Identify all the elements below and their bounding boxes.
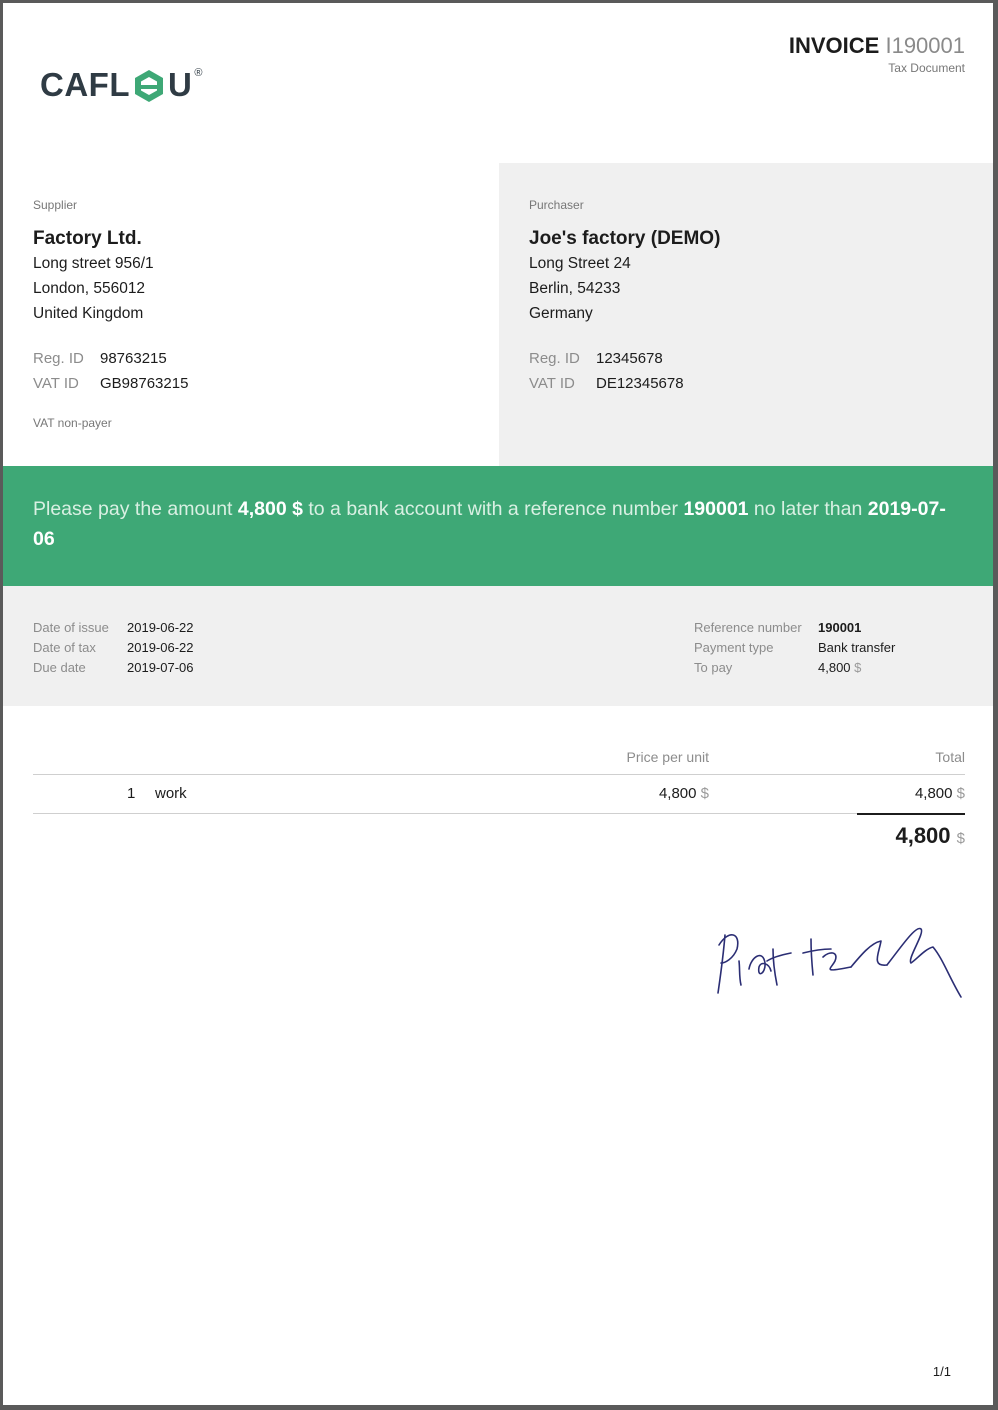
item-price xyxy=(659,785,709,802)
price-per-unit-header: Price per unit xyxy=(626,749,709,765)
reference-row xyxy=(694,618,895,638)
caflou-hexagon-icon xyxy=(131,68,167,104)
supplier-address-line: London, 556012 xyxy=(33,280,146,297)
reference-label: Reference number xyxy=(694,620,802,635)
purchaser-label: Purchaser xyxy=(529,198,584,212)
supplier-vat-row xyxy=(33,371,188,396)
document-type: Tax Document xyxy=(888,61,965,75)
to-pay-value xyxy=(818,658,861,678)
banner-amount: 4,800 $ xyxy=(237,498,303,520)
purchaser-block xyxy=(529,197,720,396)
banner-text: Please pay the amount xyxy=(33,498,238,520)
item-price-amount: 4,800 xyxy=(658,785,697,802)
dates-band xyxy=(3,586,993,706)
grand-total-currency: $ xyxy=(956,830,965,847)
invoice-page xyxy=(3,3,993,1405)
items-table xyxy=(33,743,965,848)
due-date-label: Due date xyxy=(33,660,86,675)
supplier-name: Factory Ltd. xyxy=(33,228,142,249)
supplier-block xyxy=(33,197,188,430)
purchaser-reg-value: 12345678 xyxy=(596,350,663,367)
supplier-address-line: United Kingdom xyxy=(33,305,144,322)
banner-text: to a bank account with a reference number xyxy=(302,498,684,520)
grand-total-divider xyxy=(857,813,965,815)
to-pay-currency: $ xyxy=(854,660,862,675)
invoice-number: I190001 xyxy=(885,33,965,58)
purchaser-vat-value: DE12345678 xyxy=(596,375,684,392)
table-header xyxy=(33,743,965,775)
issue-date-row xyxy=(33,618,194,638)
total-header: Total xyxy=(935,749,965,765)
reference-value: 190001 xyxy=(818,620,862,635)
table-row xyxy=(33,775,965,814)
to-pay-amount: 4,800 xyxy=(818,660,851,675)
supplier-reg-value: 98763215 xyxy=(100,350,167,367)
purchaser-name: Joe's factory (DEMO) xyxy=(529,228,721,249)
signature-image xyxy=(711,919,963,1003)
invoice-heading xyxy=(789,33,965,75)
payment-type-value: Bank transfer xyxy=(818,640,896,655)
item-total-amount: 4,800 xyxy=(914,785,953,802)
purchaser-reg-row xyxy=(529,346,720,371)
purchaser-address-line: Germany xyxy=(529,305,593,322)
purchaser-vat-row xyxy=(529,371,720,396)
item-quantity: 1 xyxy=(127,785,136,802)
company-logo xyxy=(40,65,202,105)
supplier-reg-label: Reg. ID xyxy=(33,350,84,367)
payment-type-row xyxy=(694,638,895,658)
purchaser-reg-label: Reg. ID xyxy=(529,350,580,367)
item-total-currency: $ xyxy=(956,785,965,802)
banner-text: no later than xyxy=(748,498,868,520)
logo-text-left: CAFL xyxy=(40,66,130,103)
tax-date-row xyxy=(33,638,194,658)
tax-date-value: 2019-06-22 xyxy=(127,640,194,655)
supplier-label: Supplier xyxy=(33,198,78,212)
payment-banner xyxy=(3,466,993,586)
payment-info-list xyxy=(694,618,895,678)
purchaser-address-line: Berlin, 54233 xyxy=(529,280,621,297)
payment-type-label: Payment type xyxy=(694,640,774,655)
supplier-vat-label: VAT ID xyxy=(33,375,79,392)
due-date-row xyxy=(33,658,194,678)
due-date-value: 2019-07-06 xyxy=(127,660,194,675)
grand-total xyxy=(895,823,965,849)
to-pay-row xyxy=(694,658,895,678)
to-pay-label: To pay xyxy=(694,660,733,675)
registered-mark: ® xyxy=(194,67,203,79)
supplier-address-line: Long street 956/1 xyxy=(33,255,154,272)
supplier-reg-row xyxy=(33,346,188,371)
date-list xyxy=(33,618,194,678)
item-price-currency: $ xyxy=(700,785,709,802)
page-number: 1/1 xyxy=(932,1364,951,1379)
purchaser-vat-label: VAT ID xyxy=(529,375,575,392)
vat-note: VAT non-payer xyxy=(33,416,112,430)
banner-due-date: 2019-07-06 xyxy=(33,498,946,550)
item-total xyxy=(915,785,965,802)
purchaser-address-line: Long Street 24 xyxy=(529,255,631,272)
item-description: work xyxy=(155,785,187,802)
invoice-label: INVOICE xyxy=(788,33,880,58)
tax-date-label: Date of tax xyxy=(33,640,96,655)
issue-date-value: 2019-06-22 xyxy=(127,620,194,635)
logo-text-right: U xyxy=(167,66,193,103)
banner-reference: 190001 xyxy=(683,498,749,520)
grand-total-amount: 4,800 xyxy=(895,823,951,848)
issue-date-label: Date of issue xyxy=(33,620,109,635)
supplier-vat-value: GB98763215 xyxy=(100,375,189,392)
